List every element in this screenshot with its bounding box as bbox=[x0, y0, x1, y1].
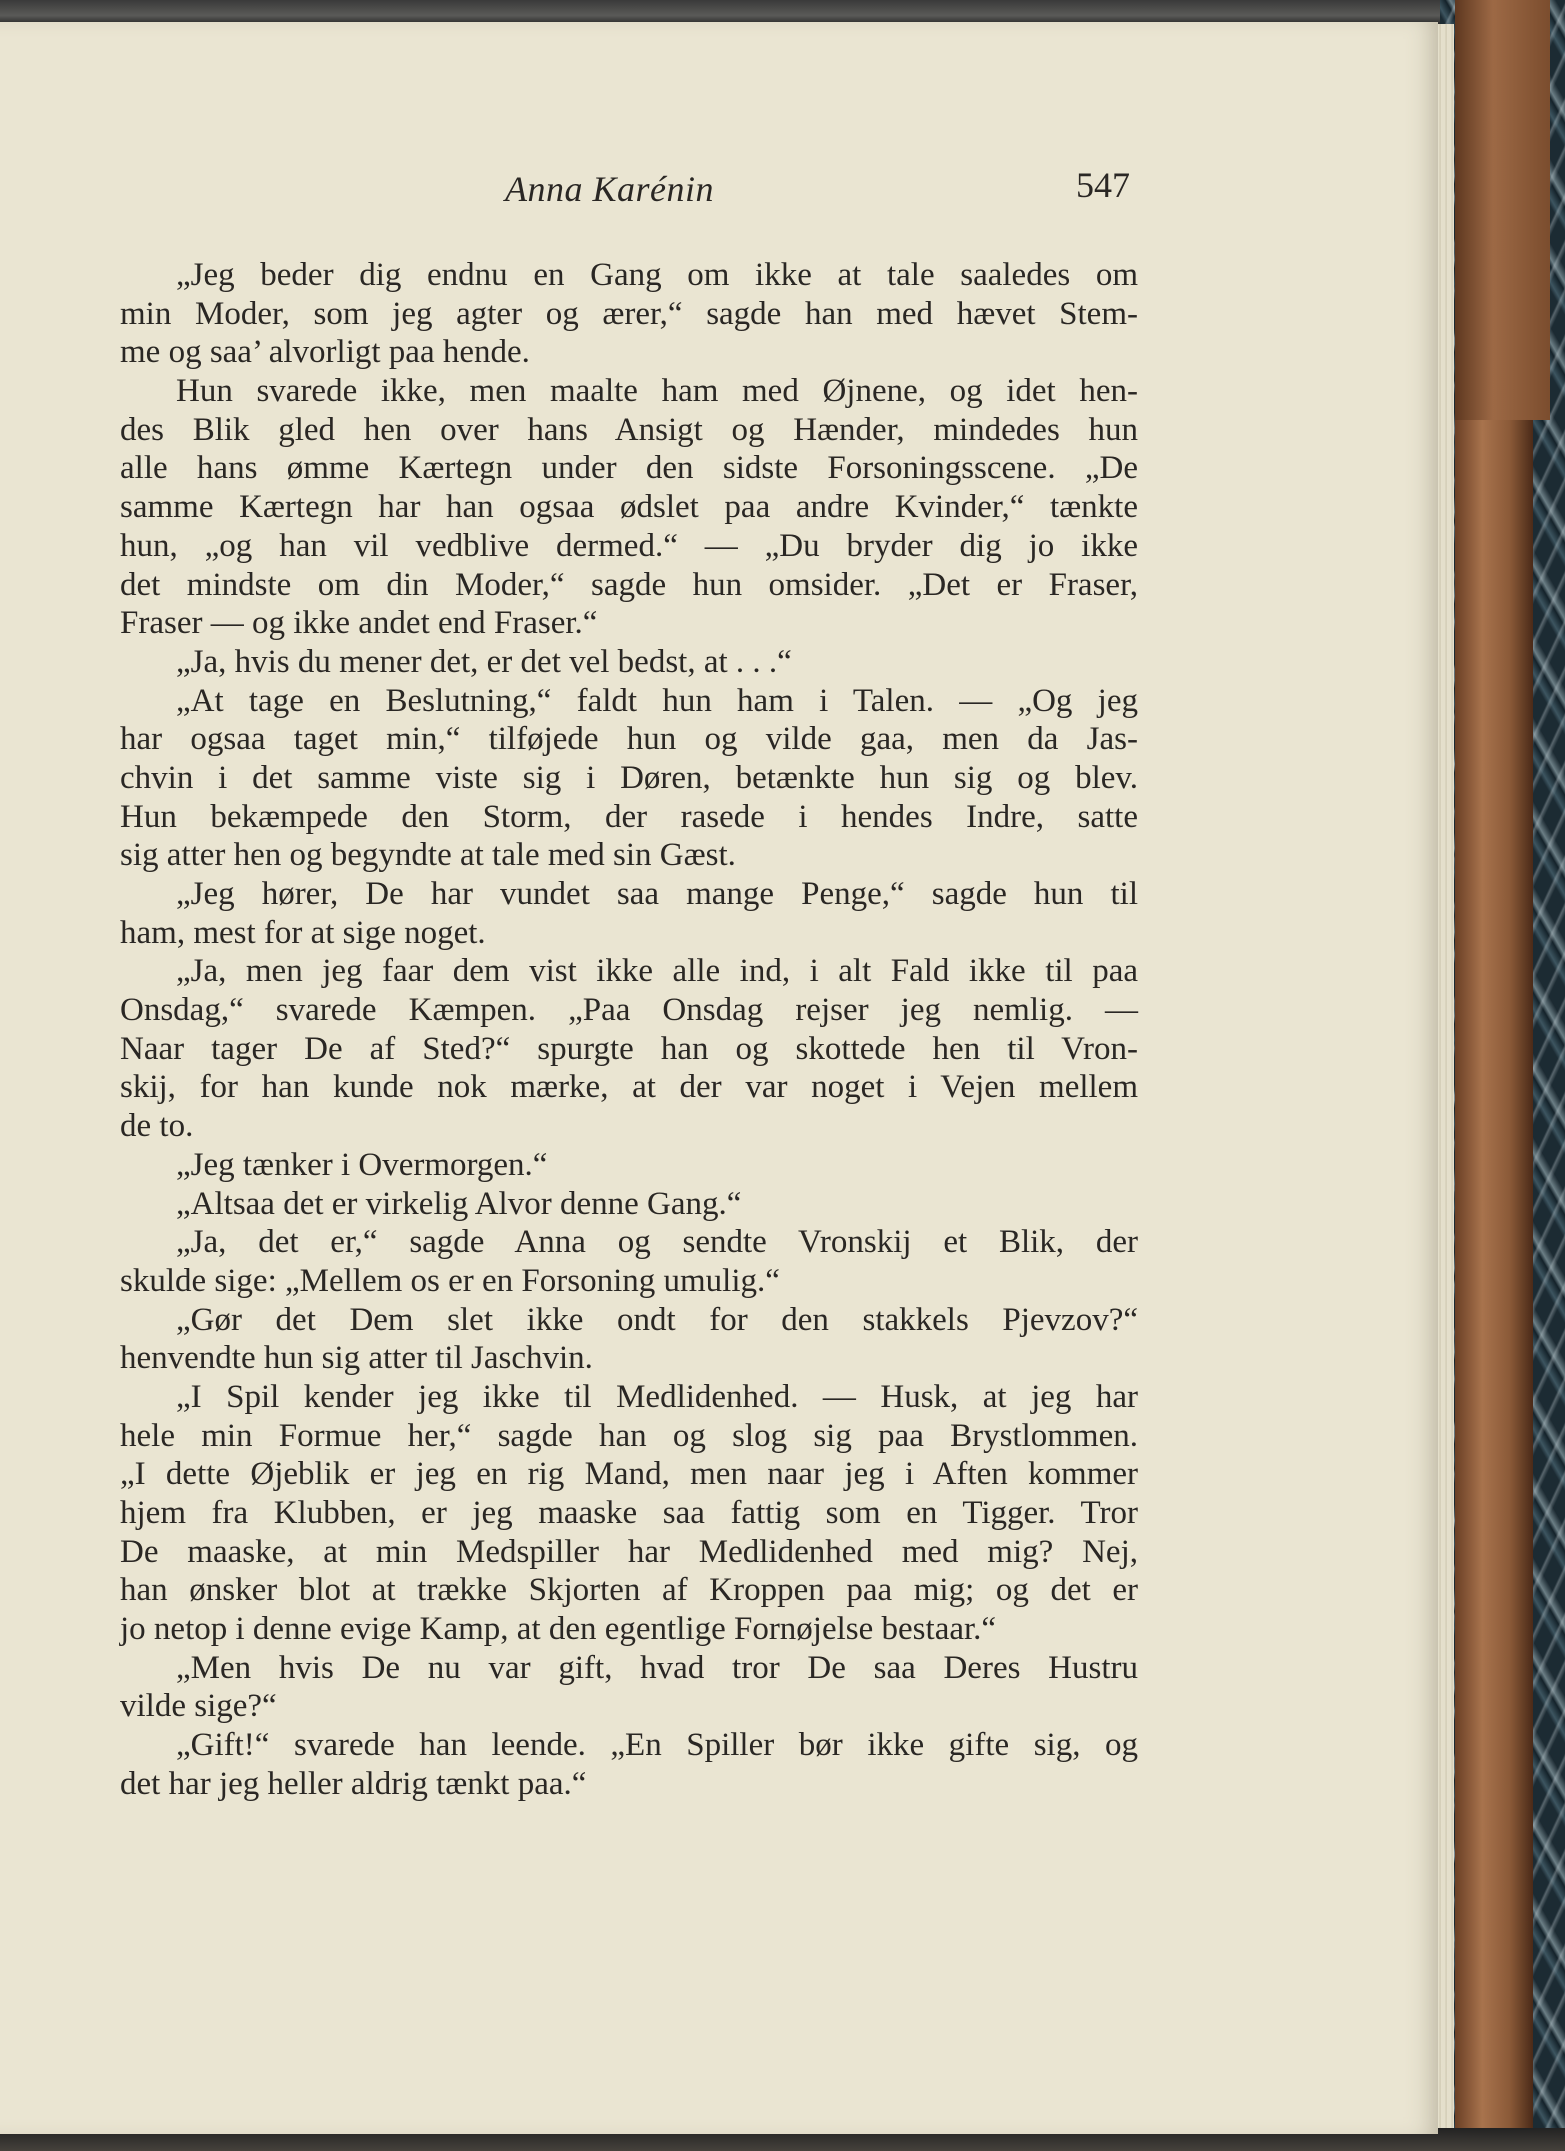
text-line: sig atter hen og begyndte at tale med sin Gæst. bbox=[120, 837, 736, 874]
text-line: „Jeg hører, De har vundet saa mange Penge,“ sagde hun til bbox=[176, 876, 1138, 912]
text-line: „Altsaa det er virkelig Alvor denne Gang.“ bbox=[176, 1185, 742, 1222]
text-body bbox=[120, 256, 1138, 1804]
text-line: skulde sige: „Mellem os er en Forsoning umulig.“ bbox=[120, 1262, 780, 1299]
text-line: „Ja, hvis du mener det, er det vel bedst, at . . .“ bbox=[176, 643, 792, 680]
text-line: me og saa’ alvorligt paa hende. bbox=[120, 334, 530, 371]
text-line: De maaske, at min Medspiller har Medlidenhed med mig? Nej, bbox=[120, 1533, 1138, 1570]
text-line: chvin i det samme viste sig i Døren, betænkte hun sig og blev. bbox=[120, 759, 1138, 796]
text-line: samme Kærtegn har han ogsaa ødslet paa andre Kvinder,“ tænkte bbox=[120, 489, 1138, 526]
text-line: „Gør det Dem slet ikke ondt for den stakkels Pjevzov?“ bbox=[176, 1301, 1138, 1338]
text-line: ham, mest for at sige noget. bbox=[120, 914, 486, 951]
text-line: hun, „og han vil vedblive dermed.“ — „Du bryder dig jo ikke bbox=[120, 527, 1138, 564]
text-line: de to. bbox=[120, 1108, 194, 1145]
text-line: Naar tager De af Sted?“ spurgte han og skottede hen til Vron- bbox=[120, 1030, 1138, 1067]
text-line: jo netop i denne evige Kamp, at den egentlige Fornøjelse bestaar.“ bbox=[120, 1611, 997, 1648]
text-line: har ogsaa taget min,“ tilføjede hun og vilde gaa, men da Jas- bbox=[120, 721, 1138, 758]
text-line: henvendte hun sig atter til Jaschvin. bbox=[120, 1340, 593, 1377]
text-line: alle hans ømme Kærtegn under den sidste Forsoningsscene. „De bbox=[120, 450, 1138, 487]
text-line: hele min Formue her,“ sagde han og slog sig paa Brystlommen. bbox=[120, 1417, 1138, 1454]
text-line: det mindste om din Moder,“ sagde hun omsider. „Det er Fraser, bbox=[120, 566, 1138, 603]
text-line: han ønsker blot at trække Skjorten af Kroppen paa mig; og det er bbox=[120, 1572, 1138, 1609]
text-line: skij, for han kunde nok mærke, at der var noget i Vejen mellem bbox=[120, 1069, 1138, 1106]
text-line: hjem fra Klubben, er jeg maaske saa fattig som en Tigger. Tror bbox=[120, 1495, 1138, 1531]
text-line: Onsdag,“ svarede Kæmpen. „Paa Onsdag rejser jeg nemlig. — bbox=[120, 992, 1138, 1029]
text-line: „Jeg beder dig endnu en Gang om ikke at tale saaledes om bbox=[176, 257, 1138, 293]
text-line: „Jeg tænker i Overmorgen.“ bbox=[176, 1146, 548, 1183]
text-line: vilde sige?“ bbox=[120, 1688, 277, 1725]
running-title: Anna Karénin bbox=[505, 169, 714, 209]
text-line: „Men hvis De nu var gift, hvad tror De saa Deres Hustru bbox=[176, 1649, 1138, 1686]
text-line: „I dette Øjeblik er jeg en rig Mand, men naar jeg i Aften kommer bbox=[120, 1456, 1138, 1493]
text-line: „Ja, men jeg faar dem vist ikke alle ind, i alt Fald ikke til paa bbox=[176, 953, 1138, 990]
text-line: det har jeg heller aldrig tænkt paa.“ bbox=[120, 1765, 587, 1802]
text-line: Hun bekæmpede den Storm, der rasede i hendes Indre, satte bbox=[120, 798, 1138, 835]
page-header bbox=[120, 165, 1130, 218]
text-line: „I Spil kender jeg ikke til Medlidenhed. — Husk, at jeg har bbox=[176, 1378, 1138, 1415]
text-line: Hun svarede ikke, men maalte ham med Øjnene, og idet hen- bbox=[176, 373, 1138, 410]
text-line: des Blik gled hen over hans Ansigt og Hænder, mindedes hun bbox=[120, 411, 1138, 448]
text-line: „Gift!“ svarede han leende. „En Spiller bør ikke gifte sig, og bbox=[176, 1727, 1138, 1764]
text-line: Fraser — og ikke andet end Fraser.“ bbox=[120, 605, 598, 642]
page-number: 547 bbox=[1076, 165, 1130, 205]
text-line: „Ja, det er,“ sagde Anna og sendte Vronskij et Blik, der bbox=[176, 1224, 1138, 1261]
text-line: min Moder, som jeg agter og ærer,“ sagde han med hævet Stem- bbox=[120, 295, 1138, 332]
leather-binding-corner bbox=[1455, 0, 1550, 420]
text-line: „At tage en Beslutning,“ faldt hun ham i Talen. — „Og jeg bbox=[176, 682, 1138, 719]
